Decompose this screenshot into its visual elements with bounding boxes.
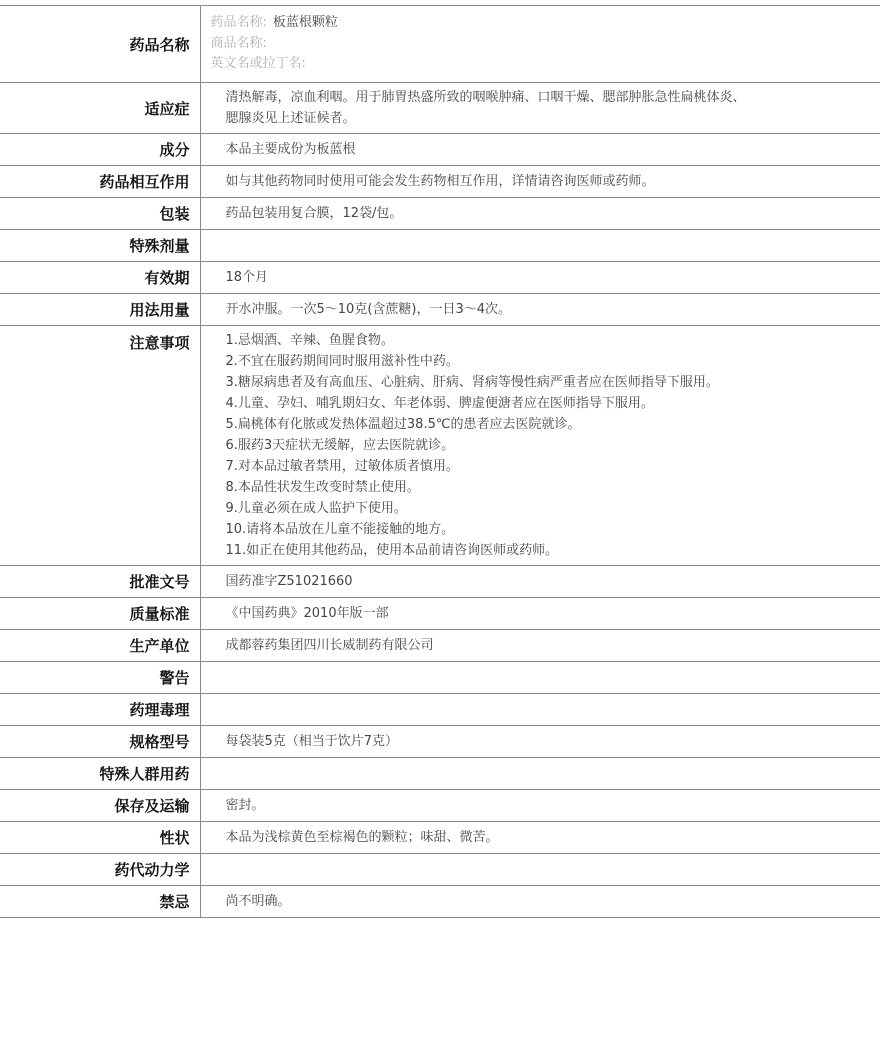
row-storage xyxy=(0,790,880,822)
precaution-item: 8.本品性状发生改变时禁止使用。 xyxy=(225,480,420,495)
value-precautions xyxy=(200,326,880,566)
value-pharmacokinetics xyxy=(200,854,880,886)
label-special-dosage: 特殊剂量 xyxy=(0,230,200,262)
label-manufacturer: 生产单位 xyxy=(0,630,200,662)
row-specification xyxy=(0,726,880,758)
value-appearance: 本品为浅棕黄色至棕褐色的颗粒；味甜、微苦。 xyxy=(225,830,499,845)
english-name-line xyxy=(211,54,871,75)
row-usage xyxy=(0,294,880,326)
value-warning xyxy=(200,662,880,694)
value-special-dosage xyxy=(200,230,880,262)
value-specification: 每袋装5克（相当于饮片7克） xyxy=(225,734,399,749)
label-pharmacology: 药理毒理 xyxy=(0,694,200,726)
precaution-item: 3.糖尿病患者及有高血压、心脏病、肝病、肾病等慢性病严重者应在医师指导下服用。 xyxy=(225,375,719,390)
value-standard: 《中国药典》2010年版一部 xyxy=(225,606,389,621)
label-precautions: 注意事项 xyxy=(0,326,200,566)
row-packaging xyxy=(0,198,880,230)
precaution-item: 9.儿童必须在成人监护下使用。 xyxy=(225,501,407,516)
row-drug-name xyxy=(0,6,880,83)
precaution-item: 7.对本品过敏者禁用，过敏体质者慎用。 xyxy=(225,459,459,474)
label-standard: 质量标准 xyxy=(0,598,200,630)
trade-name-line xyxy=(211,34,871,55)
value-packaging: 药品包装用复合膜，12袋/包。 xyxy=(225,206,403,221)
row-special-population xyxy=(0,758,880,790)
label-shelf-life: 有效期 xyxy=(0,262,200,294)
value-storage: 密封。 xyxy=(225,798,265,813)
drug-spec-table xyxy=(0,5,880,918)
label-ingredients: 成分 xyxy=(0,134,200,166)
row-warning xyxy=(0,662,880,694)
generic-name-key: 药品名称: xyxy=(210,15,267,31)
row-contraindications xyxy=(0,886,880,918)
value-drug-name xyxy=(200,6,880,83)
value-interactions: 如与其他药物同时使用可能会发生药物相互作用，详情请咨询医师或药师。 xyxy=(225,174,655,189)
row-indication xyxy=(0,83,880,134)
value-special-population xyxy=(200,758,880,790)
value-pharmacology xyxy=(200,694,880,726)
precaution-item: 6.服药3天症状无缓解，应去医院就诊。 xyxy=(225,438,455,453)
row-precautions xyxy=(0,326,880,566)
value-usage: 开水冲服。一次5～10克(含蔗糖)，一日3～4次。 xyxy=(225,302,511,317)
row-shelf-life xyxy=(0,262,880,294)
label-interactions: 药品相互作用 xyxy=(0,166,200,198)
label-contraindications: 禁忌 xyxy=(0,886,200,918)
value-ingredients: 本品主要成份为板蓝根 xyxy=(225,142,356,157)
precaution-item: 4.儿童、孕妇、哺乳期妇女、年老体弱、脾虚便溏者应在医师指导下服用。 xyxy=(225,396,654,411)
row-appearance xyxy=(0,822,880,854)
label-drug-name: 药品名称 xyxy=(0,6,200,83)
label-pharmacokinetics: 药代动力学 xyxy=(0,854,200,886)
generic-name-value: 板蓝根颗粒 xyxy=(272,15,338,31)
label-specification: 规格型号 xyxy=(0,726,200,758)
row-pharmacology xyxy=(0,694,880,726)
label-packaging: 包装 xyxy=(0,198,200,230)
precaution-item: 2.不宜在服药期间同时服用滋补性中药。 xyxy=(225,354,459,369)
precaution-item: 10.请将本品放在儿童不能接触的地方。 xyxy=(225,522,455,537)
row-approval xyxy=(0,566,880,598)
label-warning: 警告 xyxy=(0,662,200,694)
label-indication: 适应症 xyxy=(0,83,200,134)
english-name-key: 英文名或拉丁名: xyxy=(210,56,306,72)
label-storage: 保存及运输 xyxy=(0,790,200,822)
row-pharmacokinetics xyxy=(0,854,880,886)
indication-line: 腮腺炎见上述证候者。 xyxy=(225,111,356,126)
precaution-item: 11.如正在使用其他药品，使用本品前请咨询医师或药师。 xyxy=(225,543,559,558)
row-standard xyxy=(0,598,880,630)
label-usage: 用法用量 xyxy=(0,294,200,326)
value-approval: 国药准字Z51021660 xyxy=(225,574,353,589)
label-approval: 批准文号 xyxy=(0,566,200,598)
generic-name-line xyxy=(211,13,871,34)
row-interactions xyxy=(0,166,880,198)
row-manufacturer xyxy=(0,630,880,662)
precaution-item: 1.忌烟酒、辛辣、鱼腥食物。 xyxy=(225,333,394,348)
label-appearance: 性状 xyxy=(0,822,200,854)
label-special-population: 特殊人群用药 xyxy=(0,758,200,790)
trade-name-key: 商品名称: xyxy=(210,35,267,51)
precaution-item: 5.扁桃体有化脓或发热体温超过38.5℃的患者应去医院就诊。 xyxy=(225,417,581,432)
row-ingredients xyxy=(0,134,880,166)
value-manufacturer: 成都蓉药集团四川长威制药有限公司 xyxy=(225,638,434,653)
value-contraindications: 尚不明确。 xyxy=(225,894,291,909)
indication-line: 清热解毒，凉血利咽。用于肺胃热盛所致的咽喉肿痛、口咽干燥、腮部肿胀急性扁桃体炎、 xyxy=(225,90,746,105)
value-indication xyxy=(200,83,880,134)
value-shelf-life: 18个月 xyxy=(225,270,269,285)
row-special-dosage xyxy=(0,230,880,262)
